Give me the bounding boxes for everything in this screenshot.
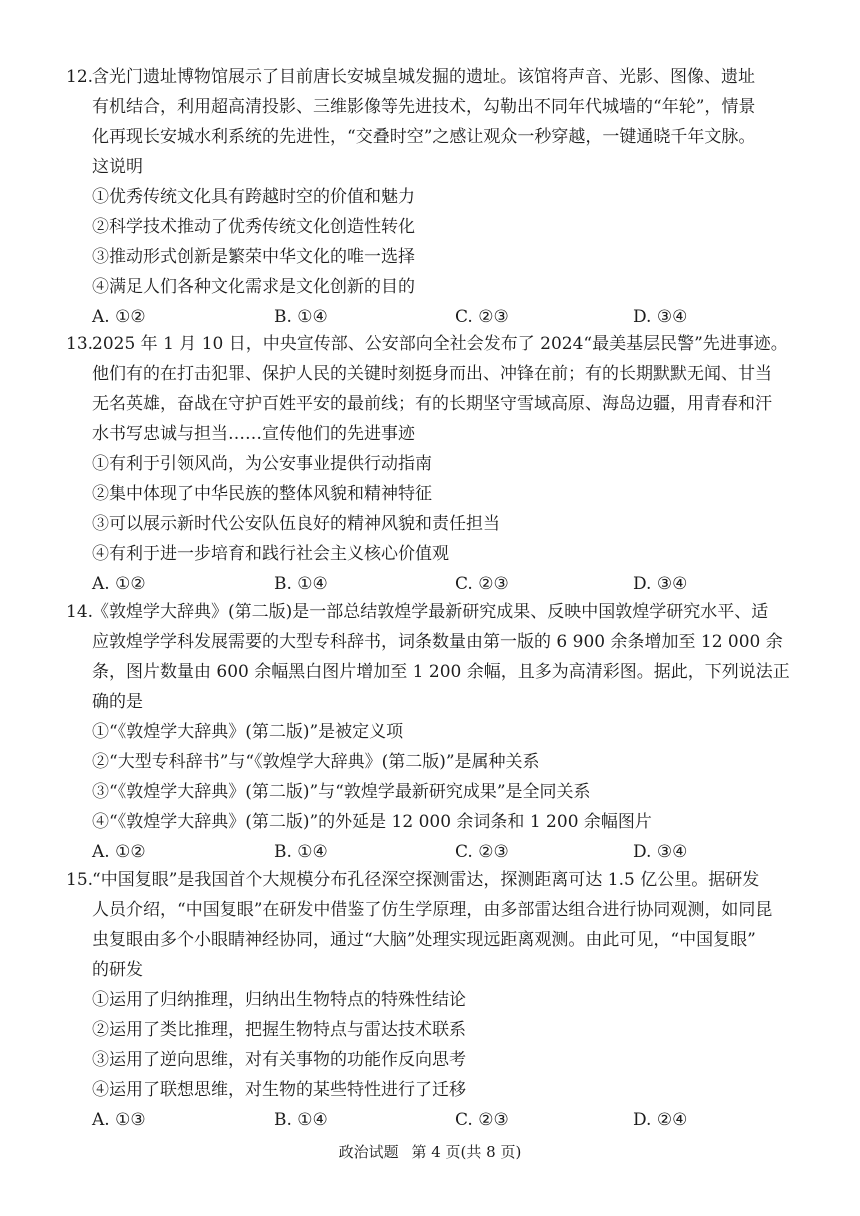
statement-option: ③推动形式创新是繁荣中华文化的唯一选择 [92,247,415,267]
statement-option: ①“《敦煌学大辞典》(第二版)”是被定义项 [92,722,404,742]
question-stem-line: 虫复眼由多个小眼睛神经协同，通过“大脑”处理实现远距离观测。由此可见，“中国复眼” [92,930,756,950]
question-stem-line: 他们有的在打击犯罪、保护人民的关键时刻挺身而出、冲锋在前；有的长期默默无闻、甘当 [92,364,772,384]
question-stem-line: “中国复眼”是我国首个大规模分布孔径深空探测雷达，探测距离可达 1.5 亿公里。据研发 [92,870,760,890]
statement-option: ③可以展示新时代公安队伍良好的精神风貌和责任担当 [92,514,500,534]
question-stem-line: 《敦煌学大辞典》(第二版)是一部总结敦煌学最新研究成果、反映中国敦煌学研究水平、适 [92,602,769,622]
answer-choice-b: B. ①④ [274,842,328,862]
question-stem-line: 化再现长安城水利系统的先进性，“交叠时空”之感让观众一秒穿越，一键通晓千年文脉。 [92,127,756,147]
question-stem-line: 无名英雄，奋战在守护百姓平安的最前线；有的长期坚守雪域高原、海岛边疆，用青春和汗 [92,394,772,414]
statement-option: ④满足人们各种文化需求是文化创新的目的 [92,277,415,297]
answer-choice-b: B. ①④ [274,1110,328,1130]
statement-option: ④“《敦煌学大辞典》(第二版)”的外延是 12 000 余词条和 1 200 余幅图片 [92,812,652,832]
question-number: 12. [66,67,94,87]
statement-option: ④有利于进一步培育和践行社会主义核心价值观 [92,544,449,564]
statement-option: ③运用了逆向思维，对有关事物的功能作反向思考 [92,1050,466,1070]
statement-option: ②科学技术推动了优秀传统文化创造性转化 [92,217,415,237]
subject-title: 政治试题 [338,1143,399,1161]
answer-choices [92,569,788,599]
answer-choice-a: A. ①③ [92,1110,146,1130]
question-14 [66,597,790,867]
question-number: 15. [66,870,94,890]
answer-choice-a: A. ①② [92,307,146,327]
question-stem-line: 人员介绍，“中国复眼”在研发中借鉴了仿生学原理，由多部雷达组合进行协同观测，如同昆 [92,900,773,920]
question-stem-line: 水书写忠诚与担当……宣传他们的先进事迹 [92,424,415,444]
answer-choice-c: C. ②③ [455,1110,509,1130]
answer-choice-a: A. ①② [92,574,146,594]
question-number: 13. [66,334,94,354]
answer-choice-c: C. ②③ [455,842,509,862]
page-footer [0,1140,860,1164]
answer-choice-b: B. ①④ [274,574,328,594]
statement-option: ②“大型专科辞书”与“《敦煌学大辞典》(第二版)”是属种关系 [92,752,540,772]
page-number: 第 4 页(共 8 页) [411,1143,522,1161]
question-stem-line: 条，图片数量由 600 余幅黑白图片增加至 1 200 余幅，且多为高清彩图。据此，下列说法正 [92,662,790,682]
answer-choice-d: D. ③④ [633,307,688,327]
statement-option: ③“《敦煌学大辞典》(第二版)”与“敦煌学最新研究成果”是全同关系 [92,782,591,802]
answer-choice-d: D. ②④ [633,1110,688,1130]
question-stem-line: 有机结合，利用超高清投影、三维影像等先进技术，勾勒出不同年代城墙的“年轮”，情景 [92,97,756,117]
answer-choices [92,837,790,867]
answer-choices [92,1105,772,1135]
statement-option: ②集中体现了中华民族的整体风貌和精神特征 [92,484,432,504]
statement-option: ①有利于引领风尚，为公安事业提供行动指南 [92,454,432,474]
question-12 [66,62,756,332]
question-stem-line: 的研发 [92,960,143,980]
answer-choice-d: D. ③④ [633,842,688,862]
question-stem-line: 应敦煌学学科发展需要的大型专科辞书，词条数量由第一版的 6 900 余条增加至 12 000 余 [92,632,783,652]
question-15 [66,865,773,1135]
question-stem-line: 2025 年 1 月 10 日，中央宣传部、公安部向全社会发布了 2024“最美基层民警”先进事迹。 [92,334,788,354]
question-stem-line: 这说明 [92,157,143,177]
answer-choice-a: A. ①② [92,842,146,862]
question-stem-line: 含光门遗址博物馆展示了目前唐长安城皇城发掘的遗址。该馆将声音、光影、图像、遗址 [92,67,755,87]
statement-option: ④运用了联想思维，对生物的某些特性进行了迁移 [92,1080,466,1100]
question-stem-line: 确的是 [92,692,143,712]
answer-choices [92,302,755,332]
statement-option: ①运用了归纳推理，归纳出生物特点的特殊性结论 [92,990,466,1010]
question-number: 14. [66,602,94,622]
answer-choice-c: C. ②③ [455,307,509,327]
question-13 [66,329,788,599]
answer-choice-c: C. ②③ [455,574,509,594]
statement-option: ②运用了类比推理，把握生物特点与雷达技术联系 [92,1020,466,1040]
statement-option: ①优秀传统文化具有跨越时空的价值和魅力 [92,187,415,207]
answer-choice-b: B. ①④ [274,307,328,327]
answer-choice-d: D. ③④ [633,574,688,594]
